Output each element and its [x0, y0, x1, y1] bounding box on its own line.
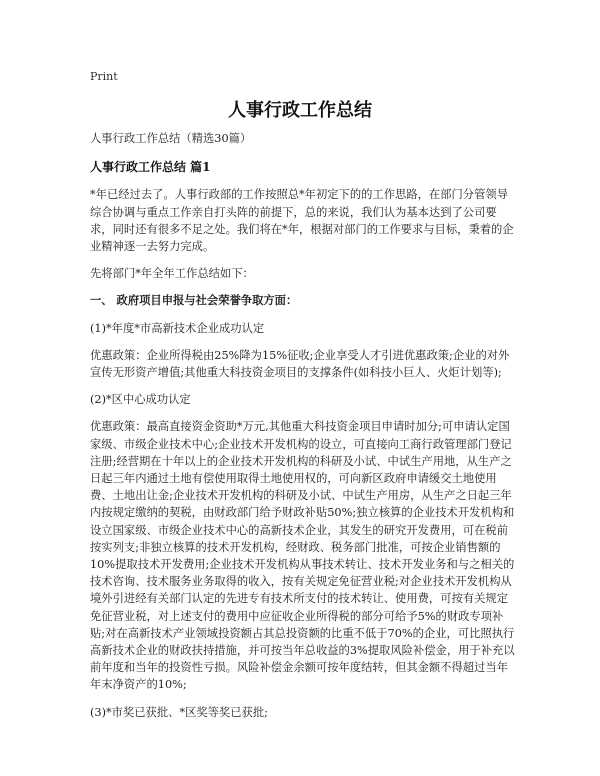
sub-item-two: (2)*区中心成功认定 — [90, 393, 191, 407]
sub-item-one: (1)*年度*市高新技术企业成功认定 — [90, 321, 265, 335]
document-title: 人事行政工作总结 — [228, 100, 372, 121]
print-label[interactable]: Print — [90, 70, 118, 83]
intro-paragraph: *年已经过去了。人事行政部的工作按照总*年初定下的的工作思路，在部门分管领导综合协调与重点工作亲自打头阵的前提下，总的来说，我们认为基本达到了公司要求，同时还有很多不足之处。我们将在*年，根据对部门的工作要求与目标，秉着的企业精神逐一去努力完成。 — [90, 188, 514, 254]
sub-item-three: (3)*市奖已获批、*区奖等奖已获批; — [90, 705, 268, 719]
document-body — [90, 130, 516, 731]
sub-item-two-text: 优惠政策：最高直接资金资助*万元,其他重大科技资金项目申请时加分;可申请认定国家级、市级企业技术中心;企业技术开发机构的设立，可直接向工商行政管理部门登记注册;经营期在十年以上的企业技术开发机构的科研及小试、中试生产用地，从生产之日起三年内通过土地有偿使用取得土地使用权的，可向新区政府申请缓交土地使用费、土地出让金;企业技术开发机构的科研及小试、中试生产用房，从生产之日起三年内按规定缴纳的契税，由财政部门给予财政补贴50%;独立核算的企业技术开发机构和设立国家级、市级企业技术中心的高新技术企业，其发生的研究开发费用，可在税前按实列支;非独立核算的技术开发机构，经财政、税务部门批准，可按企业销售额的10%提取技术开发费用;企业技术开发机构从事技术转让、技术开发业务和与之相关的技术咨询、技术服务业务取得的收入，按有关规定免征营业税;对企业技术开发机构从境外引进经有关部门认定的先进专有技术所支付的技术转让、使用费，可按有关规定免征营业税，对上述支付的费用中应征收企业所得税的部分可给予5%的财政专项补贴;对在高新技术产业领域投资额占其总投资额的比重不低于70%的企业，可比照执行高新技术企业的财政扶持措施，并可按当年总收益的3%提取风险补偿金，用于补充以前年度和当年的投资性亏损。风险补偿金余额可按年度结转，但其金额不得超过当年年末净资产的10%; — [90, 420, 515, 692]
section-heading: 人事行政工作总结 篇1 — [90, 160, 211, 175]
lead-paragraph: 先将部门*年全年工作总结如下： — [90, 267, 254, 281]
item-one-heading: 一、 政府项目申报与社会荣誉争取方面： — [90, 293, 298, 308]
sub-item-one-text: 优惠政策：企业所得税由25%降为15%征收;企业享受人才引进优惠政策;企业的对外宣传无形资产增值;其他重大科技资金项目的支撑条件(如科技小巨人、火炬计划等); — [90, 348, 510, 380]
document-subtitle: 人事行政工作总结（精选30篇） — [90, 132, 252, 145]
